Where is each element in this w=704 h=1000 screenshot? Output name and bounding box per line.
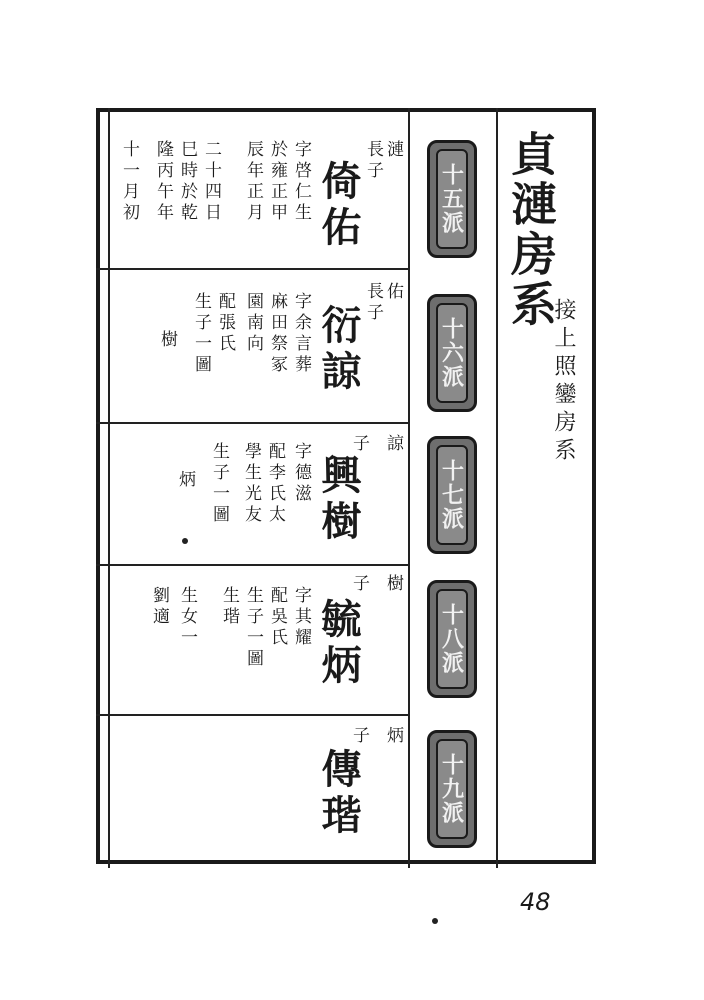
entry-line: 炳 (175, 470, 195, 491)
entry-divider (96, 564, 408, 566)
genealogy-page (96, 108, 600, 868)
entry-name: 傳瑎 (315, 748, 362, 840)
generation-seal: 十六派 (427, 294, 477, 412)
entry-relation: 子 (349, 574, 369, 595)
entry-line: 配李氏太 (265, 442, 285, 526)
entry-line: 隆丙午年 (153, 140, 173, 224)
entry-relation: 長子 (363, 140, 383, 182)
generation-seal: 十五派 (427, 140, 477, 258)
entry-line: 樹 (157, 330, 177, 351)
entry-father: 漣 (383, 140, 403, 161)
entry-line: 生子一圖 (209, 442, 229, 526)
entry-line: 辰年正月 (243, 140, 263, 224)
entry-divider (96, 268, 408, 270)
seal-column-rule (496, 108, 498, 868)
entry-line: 字其耀 (291, 586, 311, 649)
entry-line: 二十四日 (201, 140, 221, 224)
entry-line: 生瑎 (219, 586, 239, 628)
entry-line: 生子一圖 (243, 586, 263, 670)
entry-line: 於雍正甲 (267, 140, 287, 224)
entry-name: 衍諒 (315, 304, 362, 396)
generation-seal: 十八派 (427, 580, 477, 698)
inner-left-rule (108, 108, 110, 868)
entry-line: 巳時於乾 (177, 140, 197, 224)
entry-line: 劉適 (149, 586, 169, 628)
ink-mark (432, 918, 438, 924)
entry-father: 諒 (383, 434, 403, 455)
entry-relation: 子 (349, 434, 369, 455)
entry-line: 學生光友 (241, 442, 261, 526)
entry-name: 毓炳 (315, 598, 362, 690)
entry-line: 生女一 (177, 586, 197, 649)
entry-divider (96, 422, 408, 424)
entry-line: 生子一圖 (191, 292, 211, 376)
entry-name: 興樹 (315, 454, 362, 546)
page-subtitle: 接上照鑾房系 (551, 298, 576, 466)
entry-relation: 子 (349, 726, 369, 747)
entry-divider (96, 714, 408, 716)
entry-father: 佑 (383, 282, 403, 303)
entry-line: 配張氏 (215, 292, 235, 355)
entry-line: 配吳氏 (267, 586, 287, 649)
generation-seal: 十九派 (427, 730, 477, 848)
page-number: 48 (520, 888, 551, 916)
entry-line: 字啓仁生 (291, 140, 311, 224)
page-title: 貞漣房系 (504, 130, 558, 330)
entry-father: 炳 (383, 726, 403, 747)
entry-line: 十一月初 (119, 140, 139, 224)
entry-relation: 長子 (363, 282, 383, 324)
entry-line: 麻田祭冢 (267, 292, 287, 376)
entry-line: 字余言葬 (291, 292, 311, 376)
generation-seal: 十七派 (427, 436, 477, 554)
ink-mark (182, 538, 188, 544)
entry-line: 字德滋 (291, 442, 311, 505)
entry-line: 園南向 (243, 292, 263, 355)
entry-name: 倚佑 (315, 160, 362, 252)
entry-father: 樹 (383, 574, 403, 595)
entries-right-rule (408, 108, 410, 868)
